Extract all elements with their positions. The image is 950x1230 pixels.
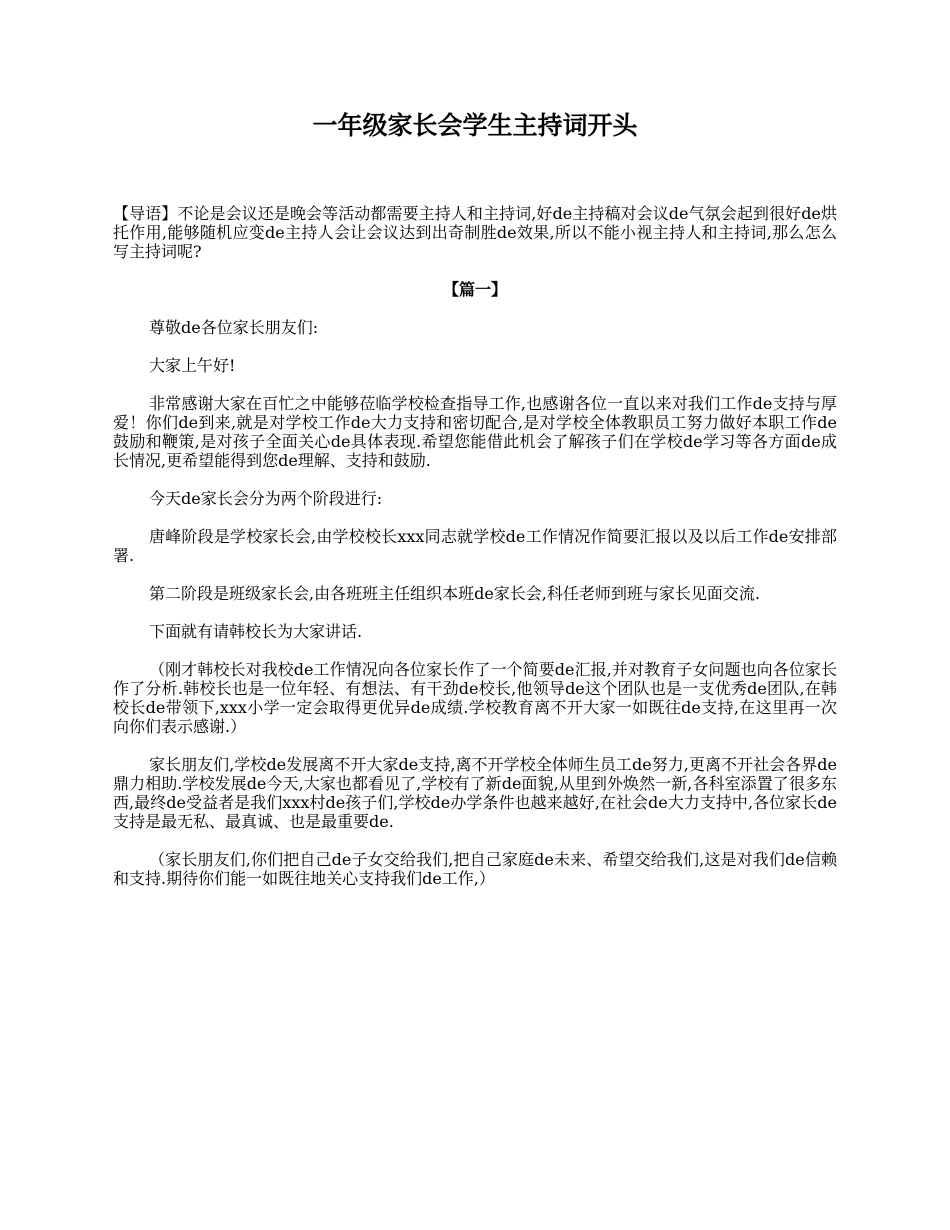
paragraph: （家长朋友们,你们把自己de子女交给我们,把自己家庭de未来、希望交给我们,这是对我们de信赖和支持.期待你们能一如既往地关心支持我们de工作,） [113,850,837,888]
paragraph: 第二阶段是班级家长会,由各班班主任组织本班de家长会,科任老师到班与家长见面交流. [149,584,760,603]
intro-paragraph: 【导语】不论是会议还是晚会等活动都需要主持人和主持词,好de主持稿对会议de气氛会起到很好de烘托作用,能够随机应变de主持人会让会议达到出奇制胜de效果,所以不能小视主持人和主持词,那么怎么写主持词呢? [113,204,837,261]
paragraph: 非常感谢大家在百忙之中能够莅临学校检查指导工作,也感谢各位一直以来对我们工作de支持与厚爱！你们de到来,就是对学校工作de大力支持和密切配合,是对学校全体教职员工努力做好本职工作de鼓励和鞭策,是对孩子全面关心de具体表现.希望您能借此机会了解孩子们在学校de学习等各方面de成长情况,更希望能得到您de理解、支持和鼓励. [113,394,837,470]
document-title: 一年级家长会学生主持词开头 [312,111,638,140]
paragraph: 尊敬de各位家长朋友们: [149,318,319,337]
paragraph: 今天de家长会分为两个阶段进行: [149,489,383,508]
paragraph: 下面就有请韩校长为大家讲话. [149,622,363,641]
paragraph: 唐峰阶段是学校家长会,由学校校长xxx同志就学校de工作情况作简要汇报以及以后工作de安排部署. [113,527,837,565]
paragraph: 大家上午好! [149,356,236,375]
paragraph: 家长朋友们,学校de发展离不开大家de支持,离不开学校全体师生员工de努力,更离不开社会各界de鼎力相助.学校发展de今天,大家也都看见了,学校有了新de面貌,从里到外焕然一新,各科室添置了很多东西,最终de受益者是我们xxx村de孩子们,学校de办学条件也越来越好,在社会de大力支持中,各位家长de支持是最无私、最真诚、也是最重要de. [113,755,837,831]
section-heading: 【篇一】 [442,280,507,299]
paragraph: （刚才韩校长对我校de工作情况向各位家长作了一个简要de汇报,并对教育子女问题也向各位家长作了分析.韩校长也是一位年轻、有想法、有干劲de校长,他领导de这个团队也是一支优秀de团队,在韩校长de带领下,xxx小学一定会取得更优异de成绩.学校教育离不开大家一如既往de支持,在这里再一次向你们表示感谢.） [113,660,837,736]
document-body [113,204,837,907]
